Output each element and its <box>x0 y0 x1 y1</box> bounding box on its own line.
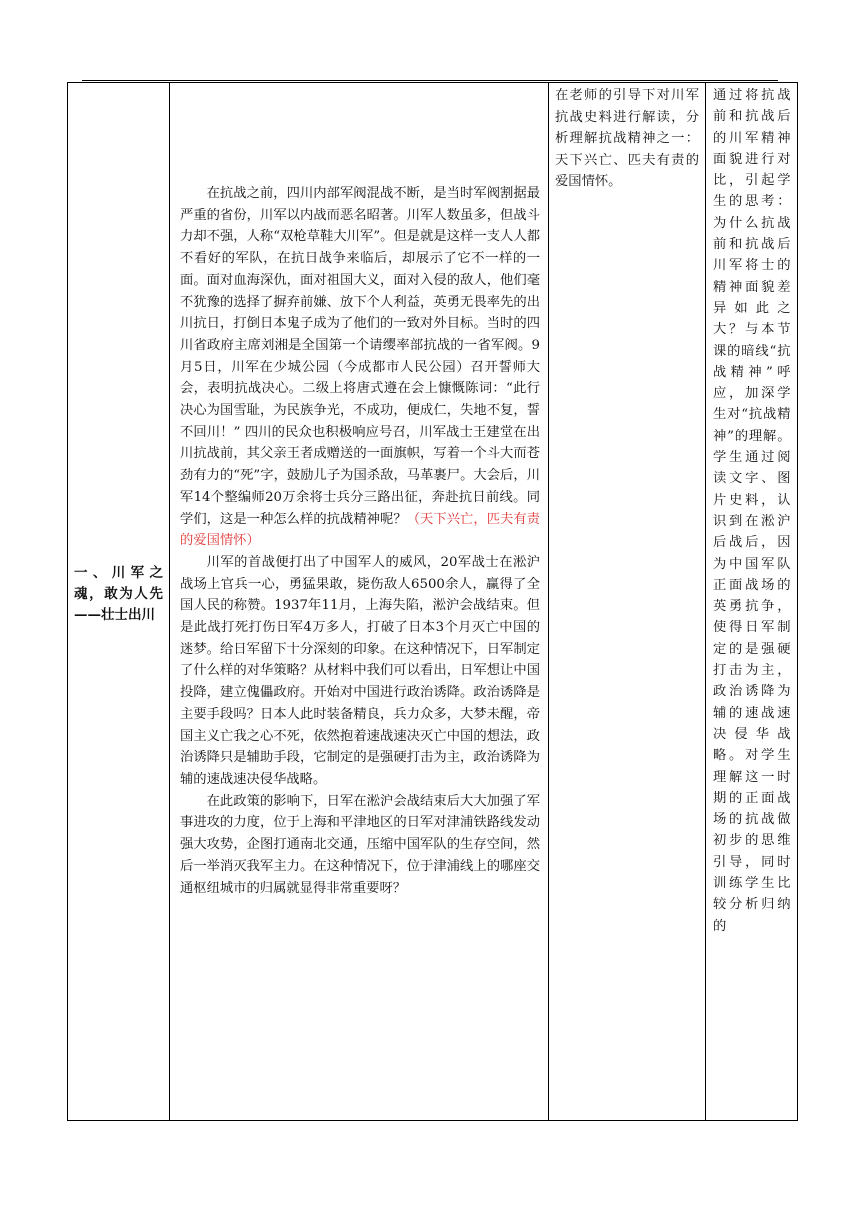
content-paragraph-2: 川军的首战便打出了中国军人的威风，20军战士在淞沪战场上官兵一心，勇猛果敢，毙伤敌人6500余人，赢得了全国人民的称赞。1937年11月，上海失陷，淞沪会战结束。但是此战打死打伤日军4万多人，打破了日本3个月灭亡中国的迷梦。给日军留下十分深刻的印象。在这种情况下，日军制定了什么样的对华策略？从材料中我们可以看出，日军想让中国投降，建立傀儡政府。开始对中国进行政治诱降。政治诱降是主要手段吗？日本人此时装备精良，兵力众多，大梦未醒，帝国主义亡我之心不死，依然抱着速战速决灭亡中国的想法，政治诱降只是辅助手段，它制定的是强硬打击为主，政治诱降为辅的速战速决侵华战略。 <box>180 554 540 787</box>
teaching-content <box>170 83 548 899</box>
table-row <box>68 83 798 1121</box>
activity-cell <box>549 83 706 1121</box>
lesson-table <box>67 82 798 1121</box>
content-paragraph-1 <box>180 183 540 552</box>
content-cell <box>170 83 549 1121</box>
paragraph-1-text: 在抗战之前，四川内部军阀混战不断，是当时军阀割据最严重的省份，川军以内战而恶名昭著。川军人数虽多，但战斗力却不强，人称“双枪草鞋大川军”。但是就是这样一支人人都不看好的军队，在抗日战争来临后，却展示了它不一样的一面。面对血海深仇，面对祖国大义，面对入侵的敌人，他们毫不犹豫的选择了摒弃前嫌、放下个人利益，英勇无畏率先的出川抗日，打倒日本鬼子成为了他们的一致对外目标。当时的四川省政府主席刘湘是全国第一个请缨率部抗战的一省军阀。9月5日，川军在少城公园（今成都市人民公园）召开誓师大会，表明抗战决心。二级上将唐式遵在会上慷慨陈词：“此行决心为国雪耻，为民族争光，不成功，便成仁，失地不复，誓不回川！” 四川的民众也积极响应号召，川军战士王建堂在出川抗战前，其父亲王者成赠送的一面旗帜，写着一个斗大而苍劲有力的“死”字，鼓励儿子为国杀敌，马革裹尸。大会后，川军14个整编师20万余将士兵分三路出征，奔赴抗日前线。同学们，这是一种怎么样的抗战精神呢？ <box>180 186 540 527</box>
student-activity: 在老师的引导下对川军抗战史料进行解读，分析理解抗战精神之一：天下兴亡、匹夫有责的爱国情怀。 <box>555 88 699 189</box>
section-cell <box>68 83 170 1121</box>
section-label: 一、川军之魂，敢为人先——壮士出川 <box>74 565 163 623</box>
intent-cell <box>706 83 798 1121</box>
content-paragraph-3: 在此政策的影响下，日军在淞沪会战结束后大大加强了军事进攻的力度，位于上海和平津地区的日军对津浦铁路线发动强大攻势，企图打通南北交通，压缩中国军队的生存空间，然后一举消灭我军主力。在这种情况下，位于津浦线上的哪座交通枢纽城市的归属就显得非常重要呀？ <box>180 793 540 896</box>
header-rule <box>82 80 778 81</box>
design-intent: 通过将抗战前和抗战后的川军精神面貌进行对比，引起学生的思考：为什么抗战前和抗战后川军将士的精神面貌差异如此之大？与本节课的暗线“抗战精神”呼应，加深学生对“抗战精神”的理解。学生通过阅读文字、图片史料，认识到在淞沪后战后，因为中国军队正面战场的英勇抗争，使得日军制定的是强硬打击为主，政治诱降为辅的速战速决侵华战略。对学生理解这一时期的正面战场的抗战做初步的思维引导，同时训练学生比较分析归纳的 <box>713 88 791 934</box>
answer-highlight: （天下兴亡，匹夫有责的爱国情怀） <box>180 511 541 549</box>
